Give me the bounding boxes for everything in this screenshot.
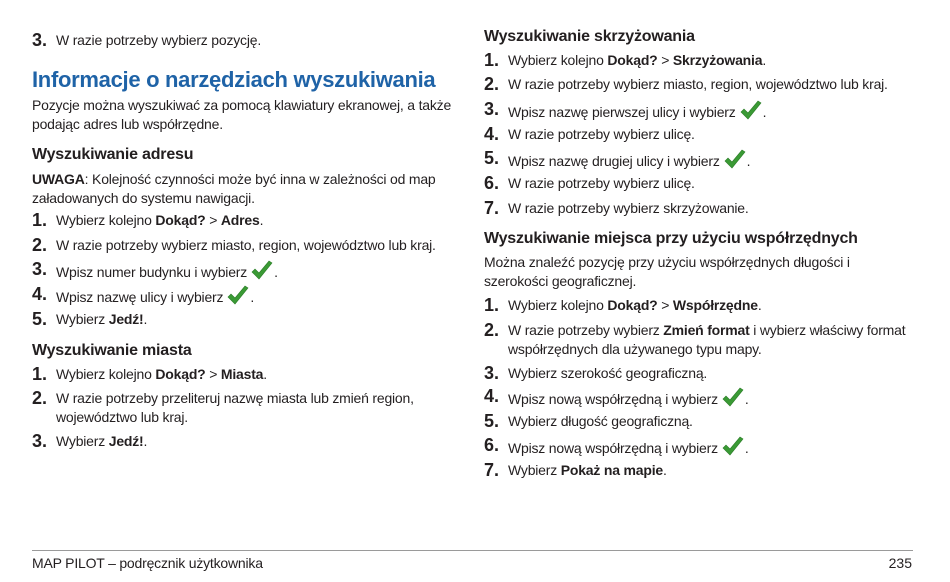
step-number: 3. <box>484 99 500 119</box>
step-text: W razie potrzeby wybierz skrzyżowanie. <box>508 200 749 216</box>
step-number: 5. <box>484 148 500 168</box>
step-text: Wybierz kolejno Dokąd? > Skrzyżowania. <box>508 52 767 68</box>
step <box>32 310 147 329</box>
section-intro: Pozycje można wyszukiwać za pomocą klawiatury ekranowej, a także podając adres lub współrzędne. <box>32 97 452 132</box>
step <box>484 436 749 458</box>
green-checkmark-icon <box>721 387 745 409</box>
note-text: : Kolejność czynności może być inna w zależności od map załadowanych do systemu nawigacji. <box>32 171 436 206</box>
green-checkmark-icon <box>250 260 274 282</box>
footer-title: MAP PILOT – podręcznik użytkownika <box>32 555 263 571</box>
green-checkmark-icon <box>226 285 250 307</box>
step-text: Wybierz kolejno Dokąd? > Współrzędne. <box>508 297 762 313</box>
step <box>484 199 749 218</box>
step <box>32 365 267 384</box>
footer-divider <box>32 550 913 551</box>
step-number: 1. <box>32 364 48 384</box>
step-text: Wybierz kolejno Dokąd? > Adres. <box>56 212 264 228</box>
step-text: Wpisz nazwę pierwszej ulicy i wybierz . <box>508 100 766 122</box>
green-checkmark-icon <box>723 149 747 171</box>
step <box>32 211 263 230</box>
step <box>484 412 693 431</box>
step-text: Wybierz Jedź!. <box>56 311 148 327</box>
step-number: 7. <box>484 460 500 480</box>
intersection-search-heading: Wyszukiwanie skrzyżowania <box>484 28 695 45</box>
step-text: Wybierz długość geograficzną. <box>508 413 693 429</box>
step-number: 5. <box>32 309 48 329</box>
step-number: 5. <box>484 411 500 431</box>
city-search-heading: Wyszukiwanie miasta <box>32 342 192 359</box>
step <box>32 260 278 282</box>
step <box>484 51 766 70</box>
step-text: W razie potrzeby wybierz Zmień format i wybierz właściwy format współrzędnych dla używanego typu mapy. <box>508 322 906 357</box>
section-title: Informacje o narzędziach wyszukiwania <box>32 67 436 92</box>
step <box>484 321 918 359</box>
step-text: Wybierz szerokość geograficzną. <box>508 365 708 381</box>
step <box>484 174 695 193</box>
step-text: Wybierz Pokaż na mapie. <box>508 462 667 478</box>
step-number: 4. <box>484 386 500 406</box>
step-number: 2. <box>32 388 48 408</box>
step-number: 4. <box>484 124 500 144</box>
step-number: 2. <box>484 74 500 94</box>
coordinates-intro: Można znaleźć pozycję przy użyciu współrzędnych długości i szerokości geograficznej. <box>484 254 850 289</box>
step-number: 7. <box>484 198 500 218</box>
step-number: 3. <box>484 363 500 383</box>
green-checkmark-icon <box>739 100 763 122</box>
green-checkmark-icon <box>721 436 745 458</box>
step-text: Wpisz nową współrzędną i wybierz . <box>508 436 749 458</box>
step-number: 6. <box>484 435 500 455</box>
step <box>484 387 749 409</box>
step-number: 3. <box>32 431 48 451</box>
page-number: 235 <box>888 555 912 571</box>
coordinates-search-heading: Wyszukiwanie miejsca przy użyciu współrzędnych <box>484 230 858 247</box>
step <box>484 461 667 480</box>
step-text: W razie potrzeby wybierz ulicę. <box>508 126 695 142</box>
step-number: 6. <box>484 173 500 193</box>
step-text: Wybierz Jedź!. <box>56 433 148 449</box>
step-number: 1. <box>484 50 500 70</box>
address-search-heading: Wyszukiwanie adresu <box>32 146 194 163</box>
step <box>32 432 147 451</box>
step-number: 2. <box>484 320 500 340</box>
step <box>32 389 436 427</box>
note-label: UWAGA <box>32 171 85 187</box>
step-number: 1. <box>32 210 48 230</box>
step <box>484 125 695 144</box>
step-text: W razie potrzeby przeliteruj nazwę miasta lub zmień region, województwo lub kraj. <box>56 390 414 425</box>
step-number: 3. <box>32 259 48 279</box>
step <box>484 364 707 383</box>
step-text: Wpisz nazwę drugiej ulicy i wybierz . <box>508 149 750 171</box>
step-text: Wpisz numer budynku i wybierz . <box>56 260 278 282</box>
step <box>32 285 254 307</box>
step-text: Wpisz nazwę ulicy i wybierz . <box>56 285 254 307</box>
step <box>32 31 261 50</box>
step <box>484 75 888 94</box>
step-number: 4. <box>32 284 48 304</box>
step <box>32 236 436 255</box>
note <box>32 170 452 208</box>
step-text: Wpisz nową współrzędną i wybierz . <box>508 387 749 409</box>
step <box>484 149 750 171</box>
step-text: W razie potrzeby wybierz ulicę. <box>508 175 695 191</box>
step-number: 3. <box>32 30 48 50</box>
step <box>484 100 766 122</box>
step-text: W razie potrzeby wybierz miasto, region, województwo lub kraj. <box>508 76 888 92</box>
step-text: W razie potrzeby wybierz pozycję. <box>56 32 262 48</box>
step-text: Wybierz kolejno Dokąd? > Miasta. <box>56 366 267 382</box>
step-text: W razie potrzeby wybierz miasto, region, województwo lub kraj. <box>56 237 436 253</box>
step-number: 1. <box>484 295 500 315</box>
step <box>484 296 762 315</box>
step-number: 2. <box>32 235 48 255</box>
